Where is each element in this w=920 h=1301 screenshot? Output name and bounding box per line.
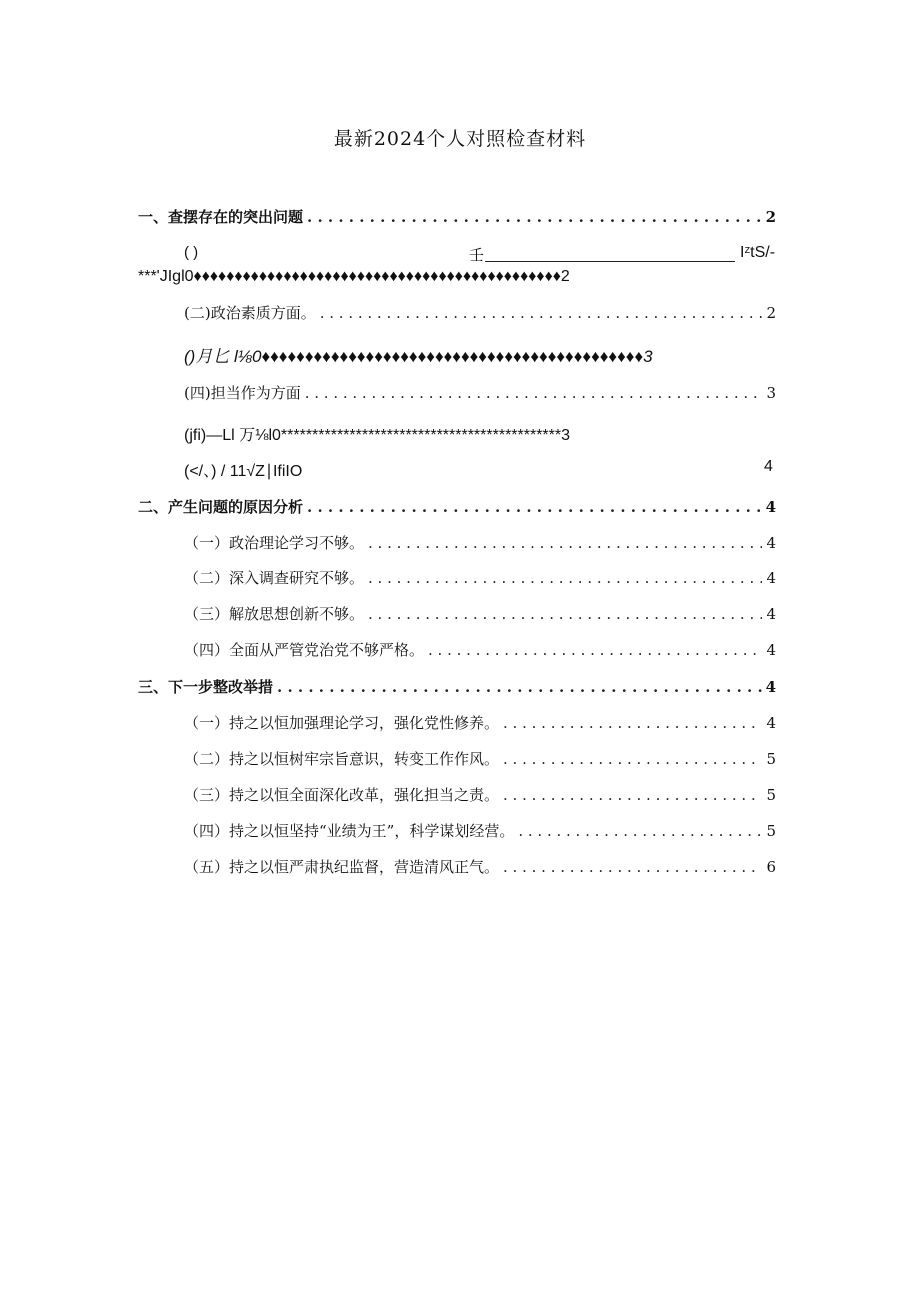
toc-page-number: 4 xyxy=(766,605,776,623)
toc-page-number: 4 xyxy=(766,714,776,732)
toc-page-number: 4 xyxy=(766,569,776,587)
toc-entry-label: （三）解放思想创新不够。 xyxy=(184,605,365,623)
page-title: 最新2024个人对照检查材料 xyxy=(333,128,587,150)
toc-entry-s2-item-4[interactable] xyxy=(184,639,776,660)
toc-page-number: 4 xyxy=(766,534,776,552)
toc-dot-leader xyxy=(307,208,762,226)
toc-entry-s3-item-5[interactable] xyxy=(184,856,776,877)
toc-dot-leader xyxy=(503,786,762,804)
toc-garbled-entry-s1-item-3[interactable]: ()月匕 l⅛0♦♦♦♦♦♦♦♦♦♦♦♦♦♦♦♦♦♦♦♦♦♦♦♦♦♦♦♦♦♦♦♦♦♦♦♦♦♦♦♦♦♦♦♦3 xyxy=(184,347,653,366)
toc-page-number: 4 xyxy=(766,641,776,659)
toc-dot-leader xyxy=(368,569,762,587)
toc-entry-s1-item-4[interactable] xyxy=(184,382,776,403)
toc-page-number: 2 xyxy=(766,304,776,322)
toc-entry-s3-item-1[interactable] xyxy=(184,712,776,733)
toc-garbled-fragment-left: ( ) xyxy=(184,244,199,261)
toc-page-number: 2 xyxy=(765,208,776,226)
toc-entry-section-1[interactable] xyxy=(138,206,776,227)
toc-page-number: 6 xyxy=(766,858,776,876)
toc-entry-label: (四)担当作为方面 xyxy=(184,384,301,402)
toc-dot-leader xyxy=(503,858,762,876)
toc-entry-label: （四）全面从严管党治党不够严格。 xyxy=(184,641,425,659)
toc-page-number: 3 xyxy=(766,384,776,402)
toc-entry-s3-item-4[interactable] xyxy=(184,820,776,841)
toc-page-number: 4 xyxy=(765,498,776,516)
toc-entry-s3-item-2[interactable] xyxy=(184,748,776,769)
toc-entry-s2-item-1[interactable] xyxy=(184,532,776,553)
toc-dot-leader xyxy=(277,678,762,696)
toc-dot-leader xyxy=(368,534,762,552)
toc-entry-label: （二）持之以恒树牢宗旨意识，转变工作作风。 xyxy=(184,750,500,768)
toc-entry-s3-item-3[interactable] xyxy=(184,784,776,805)
toc-entry-label: （一）持之以恒加强理论学习，强化党性修养。 xyxy=(184,714,500,732)
toc-entry-s2-item-3[interactable] xyxy=(184,603,776,624)
toc-dot-leader xyxy=(368,605,762,623)
toc-garbled-entry-continuation[interactable]: ***'JIgl0♦♦♦♦♦♦♦♦♦♦♦♦♦♦♦♦♦♦♦♦♦♦♦♦♦♦♦♦♦♦♦♦♦♦♦♦♦♦♦♦♦♦♦♦♦2 xyxy=(138,268,570,285)
toc-page-number: 5 xyxy=(766,822,776,840)
toc-page-number: 5 xyxy=(766,750,776,768)
toc-garbled-fragment-mid: 壬 xyxy=(469,247,485,264)
toc-garbled-fragment-right: IᶻtS/- xyxy=(740,244,776,261)
toc-page-number: 5 xyxy=(766,786,776,804)
toc-dot-leader xyxy=(305,384,763,402)
toc-entry-s2-item-2[interactable] xyxy=(184,567,776,588)
toc-dot-leader xyxy=(503,750,762,768)
toc-entry-label: （一）政治理论学习不够。 xyxy=(184,534,365,552)
toc-entry-label: (二)政治素质方面。 xyxy=(184,304,316,322)
toc-dot-leader xyxy=(307,498,762,516)
toc-dot-leader xyxy=(503,714,762,732)
toc-entry-section-3[interactable] xyxy=(138,676,776,697)
toc-entry-label: 一、查摆存在的突出问题 xyxy=(138,208,304,226)
toc-page-number: 4 xyxy=(765,678,776,696)
toc-entry-label: （四）持之以恒坚持“业绩为王”，科学谋划经营。 xyxy=(184,822,515,840)
toc-entry-label: 二、产生问题的原因分析 xyxy=(138,498,304,516)
toc-dot-leader xyxy=(320,304,763,322)
toc-dot-leader xyxy=(518,822,762,840)
toc-page-number: 4 xyxy=(764,458,773,475)
toc-entry-s1-item-2[interactable] xyxy=(184,302,776,323)
toc-entry-section-2[interactable] xyxy=(138,496,776,517)
toc-entry-label: 三、下一步整改举措 xyxy=(138,678,274,696)
underline-rule xyxy=(485,261,735,262)
toc-entry-label: （三）持之以恒全面深化改革，强化担当之责。 xyxy=(184,786,500,804)
toc-garbled-entry-s1-item-6[interactable]: (</、) / 11√Z∣IfiIO xyxy=(184,463,303,480)
toc-garbled-entry-s1-item-5[interactable]: (jfi)—Ll 万⅛l0*********************************************3 xyxy=(184,427,571,444)
toc-entry-label: （二）深入调查研究不够。 xyxy=(184,569,365,587)
toc-dot-leader xyxy=(428,641,762,659)
toc-entry-label: （五）持之以恒严肃执纪监督，营造清风正气。 xyxy=(184,858,500,876)
